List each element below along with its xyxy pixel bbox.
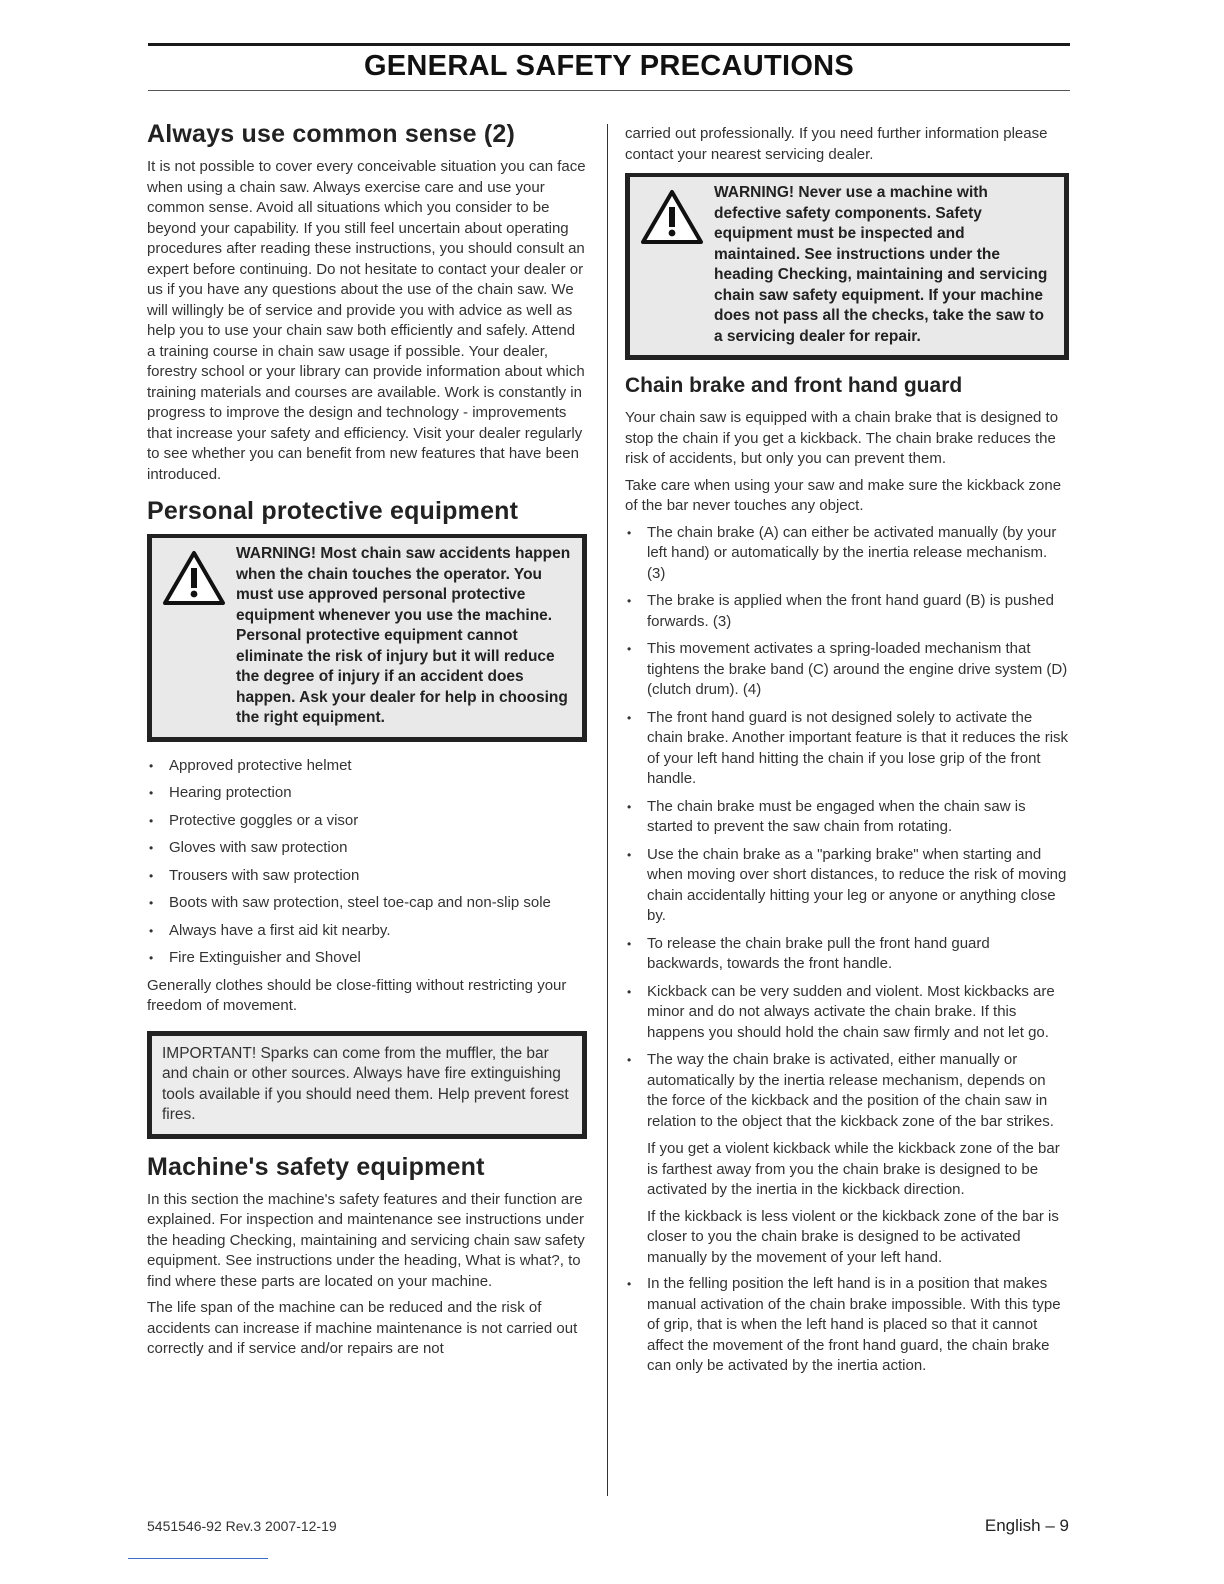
warning-triangle-icon xyxy=(162,550,226,606)
list-item: • Hearing protection xyxy=(147,783,587,804)
list-item: • Gloves with saw protection xyxy=(147,838,587,859)
ppe-heading: Personal protective equipment xyxy=(147,497,519,525)
chain-brake-list xyxy=(625,523,1069,1133)
important-box xyxy=(147,1031,587,1139)
list-item: • The chain brake (A) can either be activated manually (by your left hand) or automatically by the inertia release mechanism. (3) xyxy=(625,523,1069,585)
safety-components-warning-text: WARNING! Never use a machine with defective safety components. Safety equipment must be inspected and maintained. See instructions under the heading Checking, maintaining and servicing chain saw safety equipment. If your machine does not pass all the checks, take the saw to a servicing dealer for repair. xyxy=(714,184,1048,345)
felling-position-list xyxy=(625,1274,1069,1377)
machine-safety-p2: The life span of the machine can be reduced and the risk of accidents can increase if machine maintenance is not carried out correctly and if service and/or repairs are not xyxy=(147,1299,578,1357)
safety-components-warning-box xyxy=(625,173,1069,360)
inertia-activation-text: If you get a violent kickback while the kickback zone of the bar is farthest away from you the chain brake is designed to be activated by the inertia in the kickback direction. xyxy=(647,1140,1060,1198)
warning-triangle-icon xyxy=(640,189,704,245)
list-item: • The brake is applied when the front hand guard (B) is pushed forwards. (3) xyxy=(625,591,1069,632)
ppe-warning-text: WARNING! Most chain saw accidents happen when the chain touches the operator. You must use approved personal protective equipment whenever you use the machine. Personal protective equipment cannot eliminate the risk of injury but it will reduce the degree of injury if an accident does happen. Ask your dealer for help in choosing the right equipment. xyxy=(236,545,571,726)
list-item: • Fire Extinguisher and Shovel xyxy=(147,948,587,969)
left-column xyxy=(147,120,587,1366)
right-column xyxy=(625,124,1069,1384)
page-number: English – 9 xyxy=(984,1516,1069,1535)
common-sense-body: It is not possible to cover every conceivable situation you can face when using a chain saw. Always exercise care and use your common sense. Avoid all situations which you consider to be beyond your capability. If you still feel uncertain about operating procedures after reading these instructions, you should consult an expert before continuing. Do not hesitate to contact your dealer or us if you have any questions about the use of the chain saw. We will willingly be of service and provide you with advice as well as help you to use your chain saw both efficiently and safely. Attend a training course in chain saw usage if possible. Your dealer, forestry school or your library can provide information about which training materials and courses are available. Work is constantly in progress to improve the design and technology - improvements that increase your safety and efficiency. Visit your dealer regularly to see whether you can benefit from new features that have been introduced. xyxy=(147,158,586,483)
ppe-list xyxy=(147,756,587,969)
ppe-warning-box xyxy=(147,534,587,742)
list-item: • The chain brake must be engaged when the chain saw is started to prevent the saw chain from rotating. xyxy=(625,797,1069,838)
header-top-rule xyxy=(148,43,1070,46)
list-item: • Always have a first aid kit nearby. xyxy=(147,921,587,942)
list-item: • Kickback can be very sudden and violent. Most kickbacks are minor and do not always activate the chain brake. If this happens you should hold the chain saw firmly and not let go. xyxy=(625,982,1069,1044)
list-item: • The way the chain brake is activated, either manually or automatically by the inertia release mechanism, depends on the force of the kickback and the position of the chain saw in relation to the object that the kickback zone of the bar strikes. xyxy=(625,1050,1069,1132)
clothes-text: Generally clothes should be close-fitting without restricting your freedom of movement. xyxy=(147,976,567,1014)
list-item: • This movement activates a spring-loaded mechanism that tightens the brake band (C) around the engine drive system (D) (clutch drum). (4) xyxy=(625,639,1069,701)
list-item: • In the felling position the left hand is in a position that makes manual activation of the chain brake impossible. With this type of grip, that is when the left hand is placed so that it cannot affect the movement of the front hand guard, the chain brake can only be activated by the inertia action. xyxy=(625,1274,1069,1377)
chain-brake-heading: Chain brake and front hand guard xyxy=(625,374,963,397)
list-item: • Boots with saw protection, steel toe-cap and non-slip sole xyxy=(147,893,587,914)
important-text: IMPORTANT! Sparks can come from the muffler, the bar and chain or other sources. Always have fire extinguishing tools available if you should need them. Help prevent forest fires. xyxy=(162,1044,569,1123)
continued-text: carried out professionally. If you need further information please contact your nearest servicing dealer. xyxy=(625,125,1048,163)
list-item: • Approved protective helmet xyxy=(147,756,587,777)
list-item: • Trousers with saw protection xyxy=(147,866,587,887)
manual-activation-text: If the kickback is less violent or the kickback zone of the bar is closer to you the chain brake is designed to be activated manually by the movement of your left hand. xyxy=(647,1207,1059,1266)
list-item: • Use the chain brake as a "parking brake" when starting and when moving over short distances, to reduce the risk of moving chain accidentally hitting your leg or anyone or anything close by. xyxy=(625,845,1069,927)
list-item: • The front hand guard is not designed solely to activate the chain brake. Another important feature is that it reduces the risk of your left hand hitting the chain if you lose grip of the front handle. xyxy=(625,708,1069,790)
document-id: 5451546-92 Rev.3 2007-12-19 xyxy=(147,1518,337,1534)
list-item: • To release the chain brake pull the front hand guard backwards, towards the front handle. xyxy=(625,934,1069,975)
column-divider xyxy=(607,124,608,1496)
header-bottom-rule xyxy=(148,90,1070,91)
page-title: GENERAL SAFETY PRECAUTIONS xyxy=(363,50,855,82)
chain-brake-p2: Take care when using your saw and make sure the kickback zone of the bar never touches any object. xyxy=(625,476,1062,514)
common-sense-heading: Always use common sense (2) xyxy=(147,120,516,148)
bottom-link-rule xyxy=(128,1558,268,1559)
list-item: • Protective goggles or a visor xyxy=(147,811,587,832)
machine-safety-heading: Machine's safety equipment xyxy=(147,1152,485,1181)
chain-brake-p1: Your chain saw is equipped with a chain brake that is designed to stop the chain if you get a kickback. The chain brake reduces the risk of accidents, but only you can prevent them. xyxy=(625,409,1059,467)
machine-safety-p1: In this section the machine's safety features and their function are explained. For inspection and maintenance see instructions under the heading Checking, maintaining and servicing chain saw safety equipment. See instructions under the heading, What is what?, to find where these parts are located on your machine. xyxy=(147,1190,585,1290)
